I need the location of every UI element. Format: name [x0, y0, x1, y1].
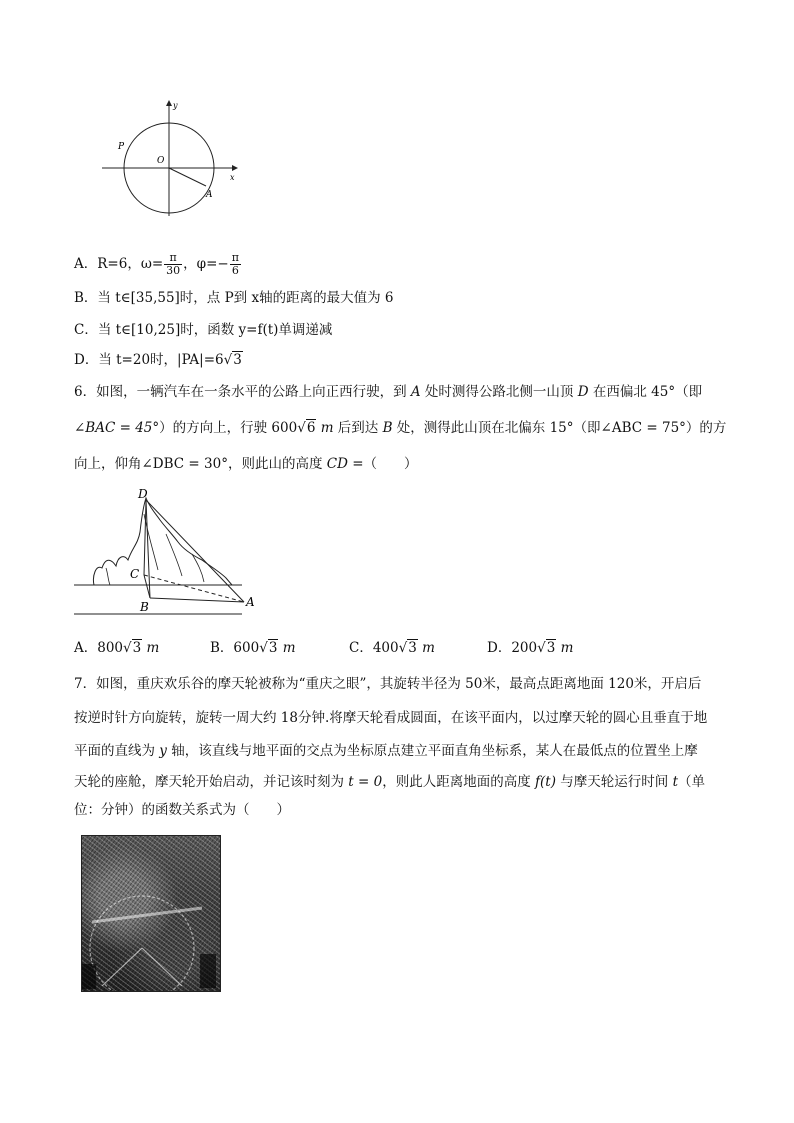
segment-DC	[144, 500, 146, 575]
q6-option-d[interactable]: D．200√3 m	[487, 640, 574, 656]
q6-stem-line1: 6．如图，一辆汽车在一条水平的公路上向正西行驶，到 A 处时测得公路北侧一山顶 D 在西偏北 45°（即	[74, 384, 703, 400]
q6-stem-line3: 向上，仰角∠DBC = 30°，则此山的高度 CD =（ ）	[74, 456, 418, 472]
label-A: A	[206, 190, 213, 200]
q5-option-b[interactable]: B．当 t∈[35,55]时，点 P到 x轴的距离的最大值为 6	[74, 290, 394, 306]
q5-option-c[interactable]: C．当 t∈[10,25]时，函数 y=f(t)单调递减	[74, 322, 333, 338]
sqrt-3: √3	[223, 352, 242, 368]
segment-DA	[146, 500, 244, 602]
sqrt-3: √3	[398, 640, 417, 656]
sqrt-3: √3	[123, 640, 142, 656]
q7-stem-line3: 平面的直线为 y 轴，该直线与地平面的交点为坐标原点建立平面直角坐标系，某人在最低点的位置坐上摩	[74, 743, 698, 759]
label-B: B	[140, 600, 149, 614]
segment-BA	[150, 598, 244, 602]
mountain-outline	[93, 498, 232, 585]
mountain-ridge-1	[144, 514, 158, 570]
label-P: P	[118, 142, 125, 152]
q7-stem-line5: 位：分钟）的函数关系式为（ ）	[74, 802, 290, 818]
q6-option-a[interactable]: A．800√3 m	[74, 640, 160, 656]
y-axis-arrow	[166, 100, 172, 106]
q5-option-a[interactable]: A．R=6，ω= $\frac{\pi}{30}$ ，φ=− $\frac{\pi}{6}$	[74, 251, 239, 277]
sqrt-6: √6	[297, 420, 316, 436]
segment-OA	[169, 168, 206, 186]
sqrt-3: √3	[259, 640, 278, 656]
q7-stem-line4: 天轮的座舱，摩天轮开始启动，并记该时刻为 t = 0，则此人距离地面的高度 f(t) 与摩天轮运行时间 t（单	[74, 774, 706, 790]
unit-circle-figure	[100, 98, 250, 218]
q7-stem-line1: 7．如图，重庆欢乐谷的摩天轮被称为“重庆之眼”，其旋转半径为 50米，最高点距离地面 120米，开启后	[74, 676, 702, 692]
label-O: O	[157, 156, 165, 166]
label-C: C	[130, 567, 140, 581]
q6-option-b[interactable]: B．600√3 m	[210, 640, 296, 656]
q5-option-d[interactable]: D．当 t=20时，|PA|=6√3	[74, 352, 242, 368]
ferris-wheel-photo	[81, 835, 221, 992]
label-x: x	[230, 173, 235, 182]
fraction-pi-6: $\frac{\pi}{6}$	[231, 251, 239, 277]
mountain-ridge-2	[166, 534, 182, 576]
q6-stem-line2: ∠BAC = 45°）的方向上，行驶 600√6 m 后到达 B 处，测得此山顶在北偏东 15°（即∠ABC = 75°）的方	[74, 420, 727, 436]
ferris-wheel-sketch	[82, 836, 220, 991]
label-A2: A	[246, 595, 255, 609]
mountain-figure	[74, 484, 264, 619]
label-D: D	[138, 487, 148, 501]
q7-stem-line2: 按逆时针方向旋转，旋转一周大约 18分钟.将摩天轮看成圆面，在该平面内，以过摩天轮的圆心且垂直于地	[74, 710, 708, 726]
x-axis-arrow	[232, 165, 238, 171]
label-y: y	[173, 101, 178, 110]
mountain-ridge-4	[106, 568, 110, 585]
fraction-pi-30: $\frac{\pi}{30}$	[166, 251, 181, 277]
q6-option-c[interactable]: C．400√3 m	[349, 640, 435, 656]
sqrt-3: √3	[537, 640, 556, 656]
